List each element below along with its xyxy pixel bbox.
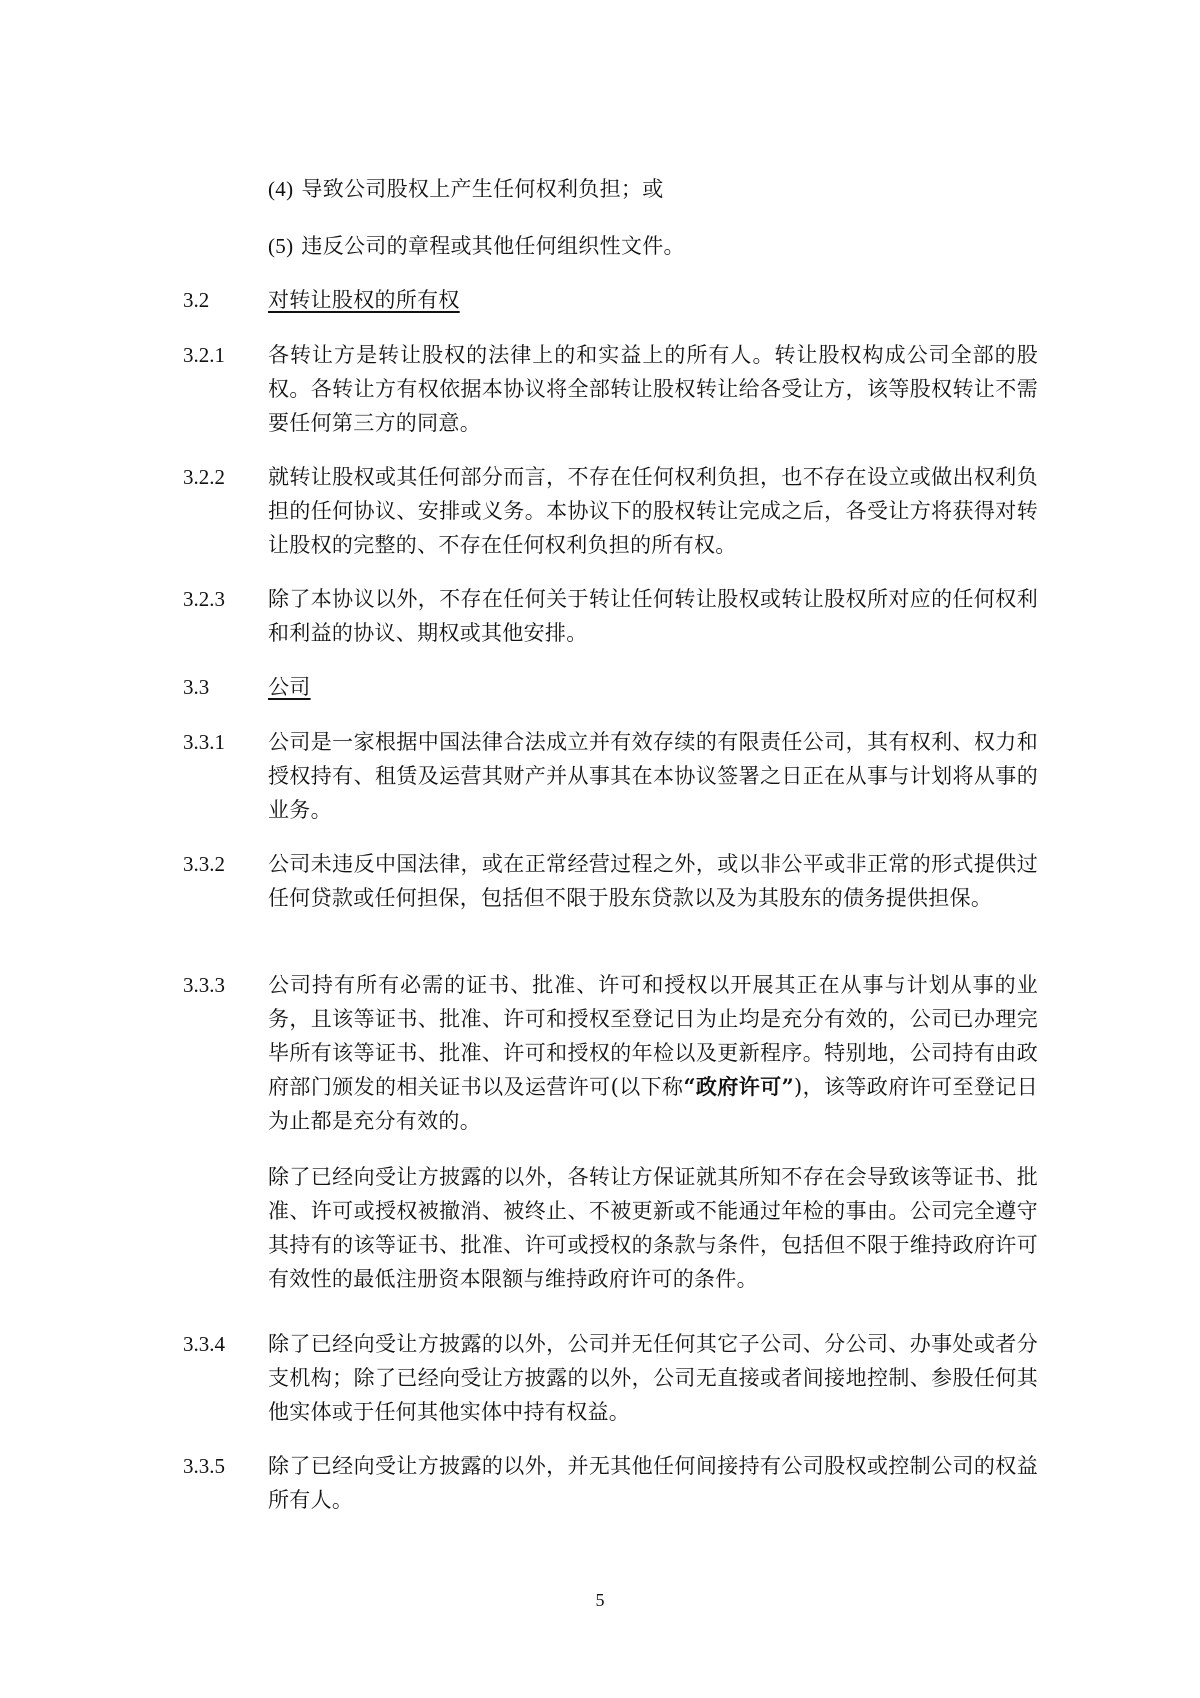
page-number: 5 (595, 1590, 605, 1610)
clause-text: 除了已经向受让方披露的以外，并无其他任何间接持有公司股权或控制公司的权益所有人。 (268, 1454, 1038, 1512)
list-item (268, 229, 685, 263)
clause-text: 除了已经向受让方披露的以外，各转让方保证就其所知不存在会导致该等证书、批准、许可或授权被撤消、被终止、不被更新或不能通过年检的事由。公司完全遵守其持有的该等证书、批准、许可或授权的条款与条件，包括但不限于维持政府许可有效性的最低注册资本限额与维持政府许可的条件。 (268, 1165, 1038, 1291)
section-number: 3.3 (183, 675, 210, 699)
defined-term: “政府许可” (683, 1074, 794, 1099)
clause-text: 除了已经向受让方披露的以外，公司并无任何其它子公司、分公司、办事处或者分支机构；除了已经向受让方披露的以外，公司无直接或者间接地控制、参股任何其他实体或于任何其他实体中持有权益。 (268, 1332, 1038, 1424)
clause-number: 3.3.5 (183, 1454, 225, 1478)
section-number: 3.2 (183, 288, 210, 312)
clause-text: 就转让股权或其任何部分而言，不存在任何权利负担，也不存在设立或做出权利负担的任何协议、安排或义务。本协议下的股权转让完成之后，各受让方将获得对转让股权的完整的、不存在任何权利负担的所有权。 (268, 465, 1038, 557)
clause-text: 公司是一家根据中国法律合法成立并有效存续的有限责任公司，其有权利、权力和授权持有、租赁及运营其财产并从事其在本协议签署之日正在从事与计划将从事的业务。 (268, 730, 1038, 822)
list-item (268, 172, 664, 206)
item-text: 导致公司股权上产生任何权利负担；或 (301, 177, 664, 201)
section-heading: 公司 (268, 675, 311, 699)
clause-number: 3.3.2 (183, 852, 225, 876)
clause-number: 3.3.4 (183, 1332, 225, 1356)
item-label: (5) (268, 234, 294, 258)
clause-number: 3.2.2 (183, 465, 225, 489)
clause-text-part: )，该等政府许可至登记日为止都是充分有效的。 (268, 1075, 1038, 1133)
clause-text-part: 公司持有所有必需的证书、批准、许可和授权以开展其正在从事与计划从事的业务，且该等证书、批准、许可和授权至登记日为止均是充分有效的，公司已办理完毕所有该等证书、批准、许可和授权的年检以及更新程序。特别地，公司持有由政府部门颁发的相关证书以及运营许可(以下称 (268, 973, 1038, 1099)
clause-text: 各转让方是转让股权的法律上的和实益上的所有人。转让股权构成公司全部的股权。各转让方有权依据本协议将全部转让股权转让给各受让方，该等股权转让不需要任何第三方的同意。 (268, 343, 1038, 435)
clause-text (268, 968, 1038, 1138)
clause-number: 3.2.3 (183, 587, 225, 611)
item-text: 违反公司的章程或其他任何组织性文件。 (301, 234, 685, 258)
clause-number: 3.3.3 (183, 973, 225, 997)
clause-number: 3.2.1 (183, 343, 225, 367)
clause-text: 除了本协议以外，不存在任何关于转让任何转让股权或转让股权所对应的任何权利和利益的协议、期权或其他安排。 (268, 587, 1038, 645)
clause-text: 公司未违反中国法律，或在正常经营过程之外，或以非公平或非正常的形式提供过任何贷款或任何担保，包括但不限于股东贷款以及为其股东的债务提供担保。 (268, 852, 1038, 910)
item-label: (4) (268, 177, 294, 201)
clause-number: 3.3.1 (183, 730, 225, 754)
section-heading: 对转让股权的所有权 (268, 288, 460, 312)
